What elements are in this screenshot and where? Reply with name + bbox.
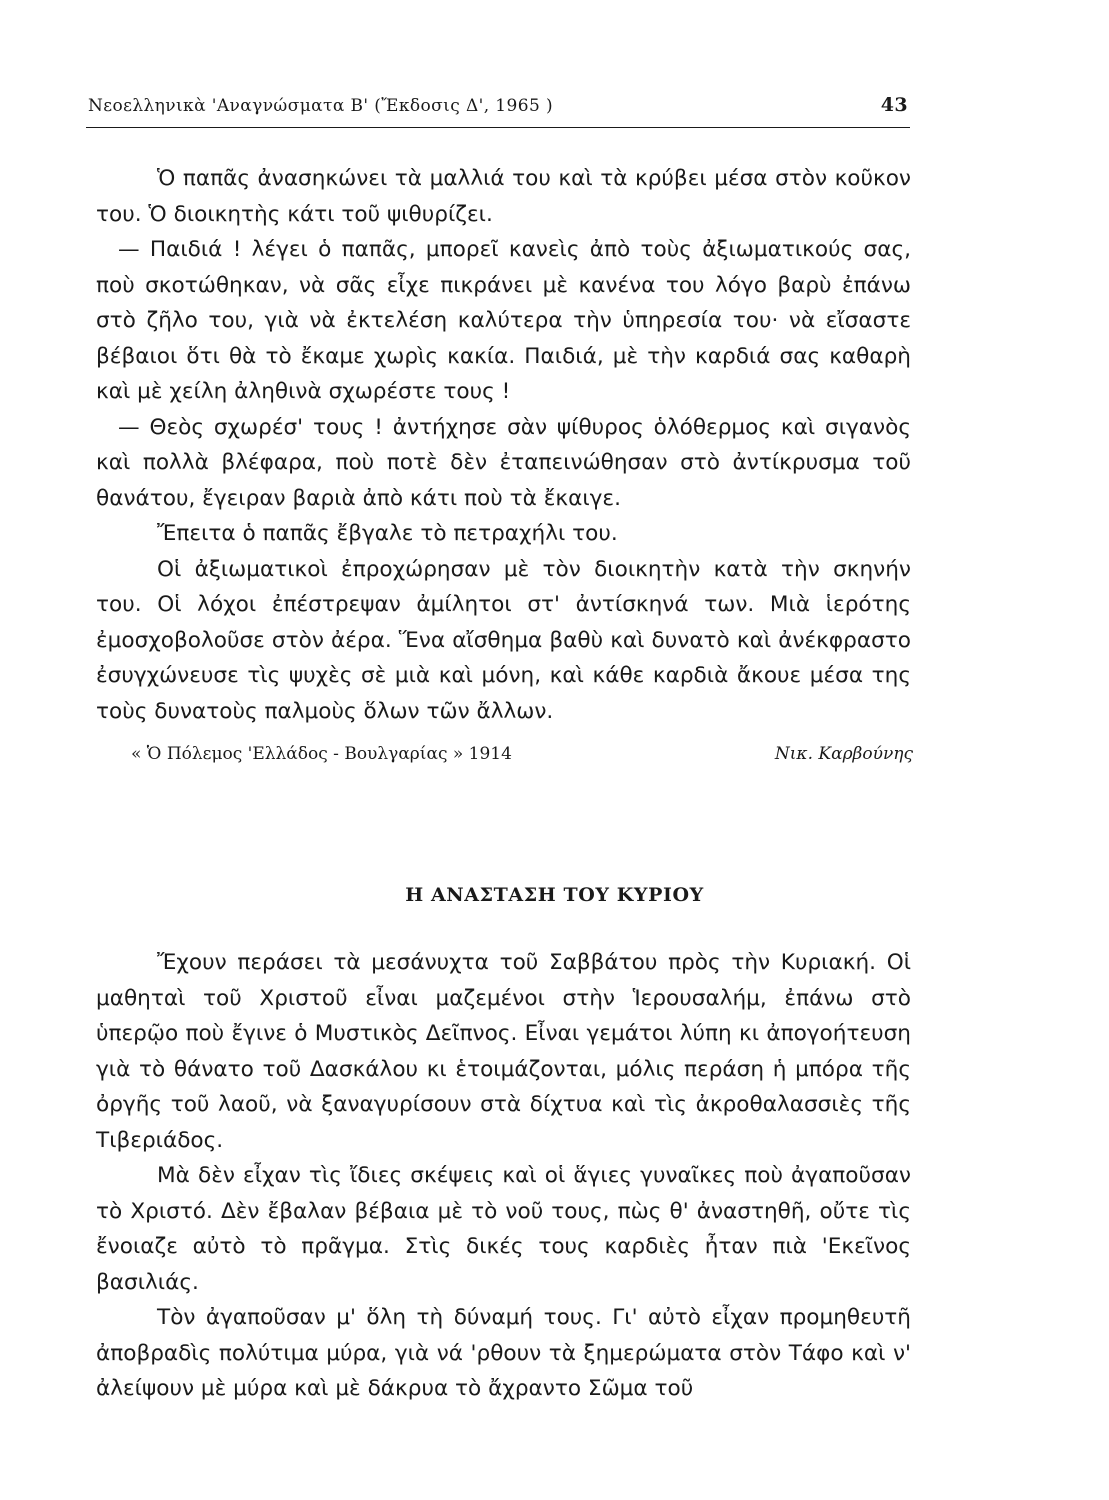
paragraph: Ὁ παπᾶς ἀνασηκώνει τὰ μαλλιά του καὶ τὰ κρύβει μέσα στὸν κοῦκον του. Ὁ διοικητὴς κάτι τοῦ ψιθυρίζει. bbox=[96, 166, 911, 227]
paragraph: Ἔχουν περάσει τὰ μεσάνυχτα τοῦ Σαββάτου πρὸς τὴν Κυριακή. Οἱ μαθηταὶ τοῦ Χριστοῦ εἶναι μαζεμένοι στὴν Ἱερουσαλήμ, ἐπάνω στὸ ὑπερῷο ποὺ ἔγινε ὁ Μυστικὸς Δεῖπνος. Εἶναι γεμάτοι λύπη κι ἀπογοήτευση γιὰ τὸ θάνατο τοῦ Δασκάλου κι ἑτοιμάζονται, μόλις περάση ἡ μπόρα τῆς ὀργῆς τοῦ λαοῦ, νὰ ξαναγυρίσουν στὰ δίχτυα καὶ τὶς ἀκροθαλασσιὲς τῆς Τιβεριάδος. bbox=[96, 950, 911, 1153]
passage-2-text bbox=[96, 945, 911, 1407]
passage-1-text bbox=[96, 161, 911, 729]
section-title: Η ΑΝΑΣΤΑΣΗ ΤΟΥ ΚΥΡΙΟΥ bbox=[405, 884, 704, 906]
author-name: Νικ. Καρβούνης bbox=[774, 744, 913, 764]
paragraph: Ἔπειτα ὁ παπᾶς ἔβγαλε τὸ πετραχήλι του. bbox=[157, 521, 618, 546]
paragraph: Μὰ δὲν εἶχαν τὶς ἴδιες σκέψεις καὶ οἱ ἅγιες γυναῖκες ποὺ ἀγαποῦσαν τὸ Χριστό. Δὲν ἔβαλαν βέβαια μὲ τὸ νοῦ τους, πὼς θ' ἀναστηθῆ, οὔτε τὶς ἔνοιαζε αὐτὸ τὸ πρᾶγμα. Στὶς δικές τους καρδιὲς ἦταν πιὰ 'Εκεῖνος βασιλιάς. bbox=[96, 1163, 911, 1295]
paragraph: Τὸν ἀγαποῦσαν μ' ὅλη τὴ δύναμή τους. Γι' αὐτὸ εἶχαν προμηθευτῆ ἀποβραδὶς πολύτιμα μύρα, γιὰ νά 'ρθουν τὰ ξημερώματα στὸν Τάφο καὶ ν' ἀλείψουν μὲ μύρα καὶ μὲ δάκρυα τὸ ἄχραντο Σῶμα τοῦ bbox=[96, 1305, 911, 1401]
source-attribution bbox=[131, 744, 913, 774]
paragraph: — Θεὸς σχωρέσ' τους ! ἀντήχησε σὰν ψίθυρος ὁλόθερμος καὶ σιγανὸς καὶ πολλὰ βλέφαρα, ποὺ ποτὲ δὲν ἐταπεινώθησαν στὸ ἀντίκρυσμα τοῦ θανάτου, ἔγειραν βαριὰ ἀπὸ κάτι ποὺ τὰ ἔκαιγε. bbox=[96, 414, 911, 511]
running-header bbox=[88, 94, 910, 124]
paragraph: — Παιδιά ! λέγει ὁ παπᾶς, μπορεῖ κανεὶς ἀπὸ τοὺς ἀξιωματικούς σας, ποὺ σκοτώθηκαν, νὰ σᾶς εἶχε πικράνει μὲ κανένα του λόγο βαρὺ ἐπάνω στὸ ζῆλο του, γιὰ νὰ ἐκτελέση καλύτερα τὴν ὑπηρεσία του· νὰ εἴσαστε βέβαιοι ὅτι θὰ τὸ ἔκαμε χωρὶς κακία. Παιδιά, μὲ τὴν καρδιά σας καθαρὴ καὶ μὲ χείλη ἀληθινὰ σχωρέστε τους ! bbox=[96, 237, 911, 404]
page-number: 43 bbox=[880, 94, 908, 116]
running-title: Νεοελληνικὰ 'Αναγνώσματα Β' (Ἔκδοσις Δ', 1965 ) bbox=[88, 96, 553, 116]
paragraph: Οἱ ἀξιωματικοὶ ἐπροχώρησαν μὲ τὸν διοικητὴν κατὰ τὴν σκηνήν του. Οἱ λόχοι ἐπέστρεψαν ἀμίλητοι στ' ἀντίσκηνά των. Μιὰ ἱερότης ἐμοσχοβολοῦσε στὸν ἀέρα. Ἕνα αἴσθημα βαθὺ καὶ δυνατὸ καὶ ἀνέκφραστο ἐσυγχώνευσε τὶς ψυχὲς σὲ μιὰ καὶ μόνη, καὶ κάθε καρδιὰ ἄκουε μέσα της τοὺς δυνατοὺς παλμοὺς ὅλων τῶν ἄλλων. bbox=[96, 556, 911, 724]
header-rule bbox=[86, 127, 910, 128]
source-citation: « Ὁ Πόλεμος 'Ελλάδος - Βουλγαρίας » 1914 bbox=[131, 744, 512, 764]
